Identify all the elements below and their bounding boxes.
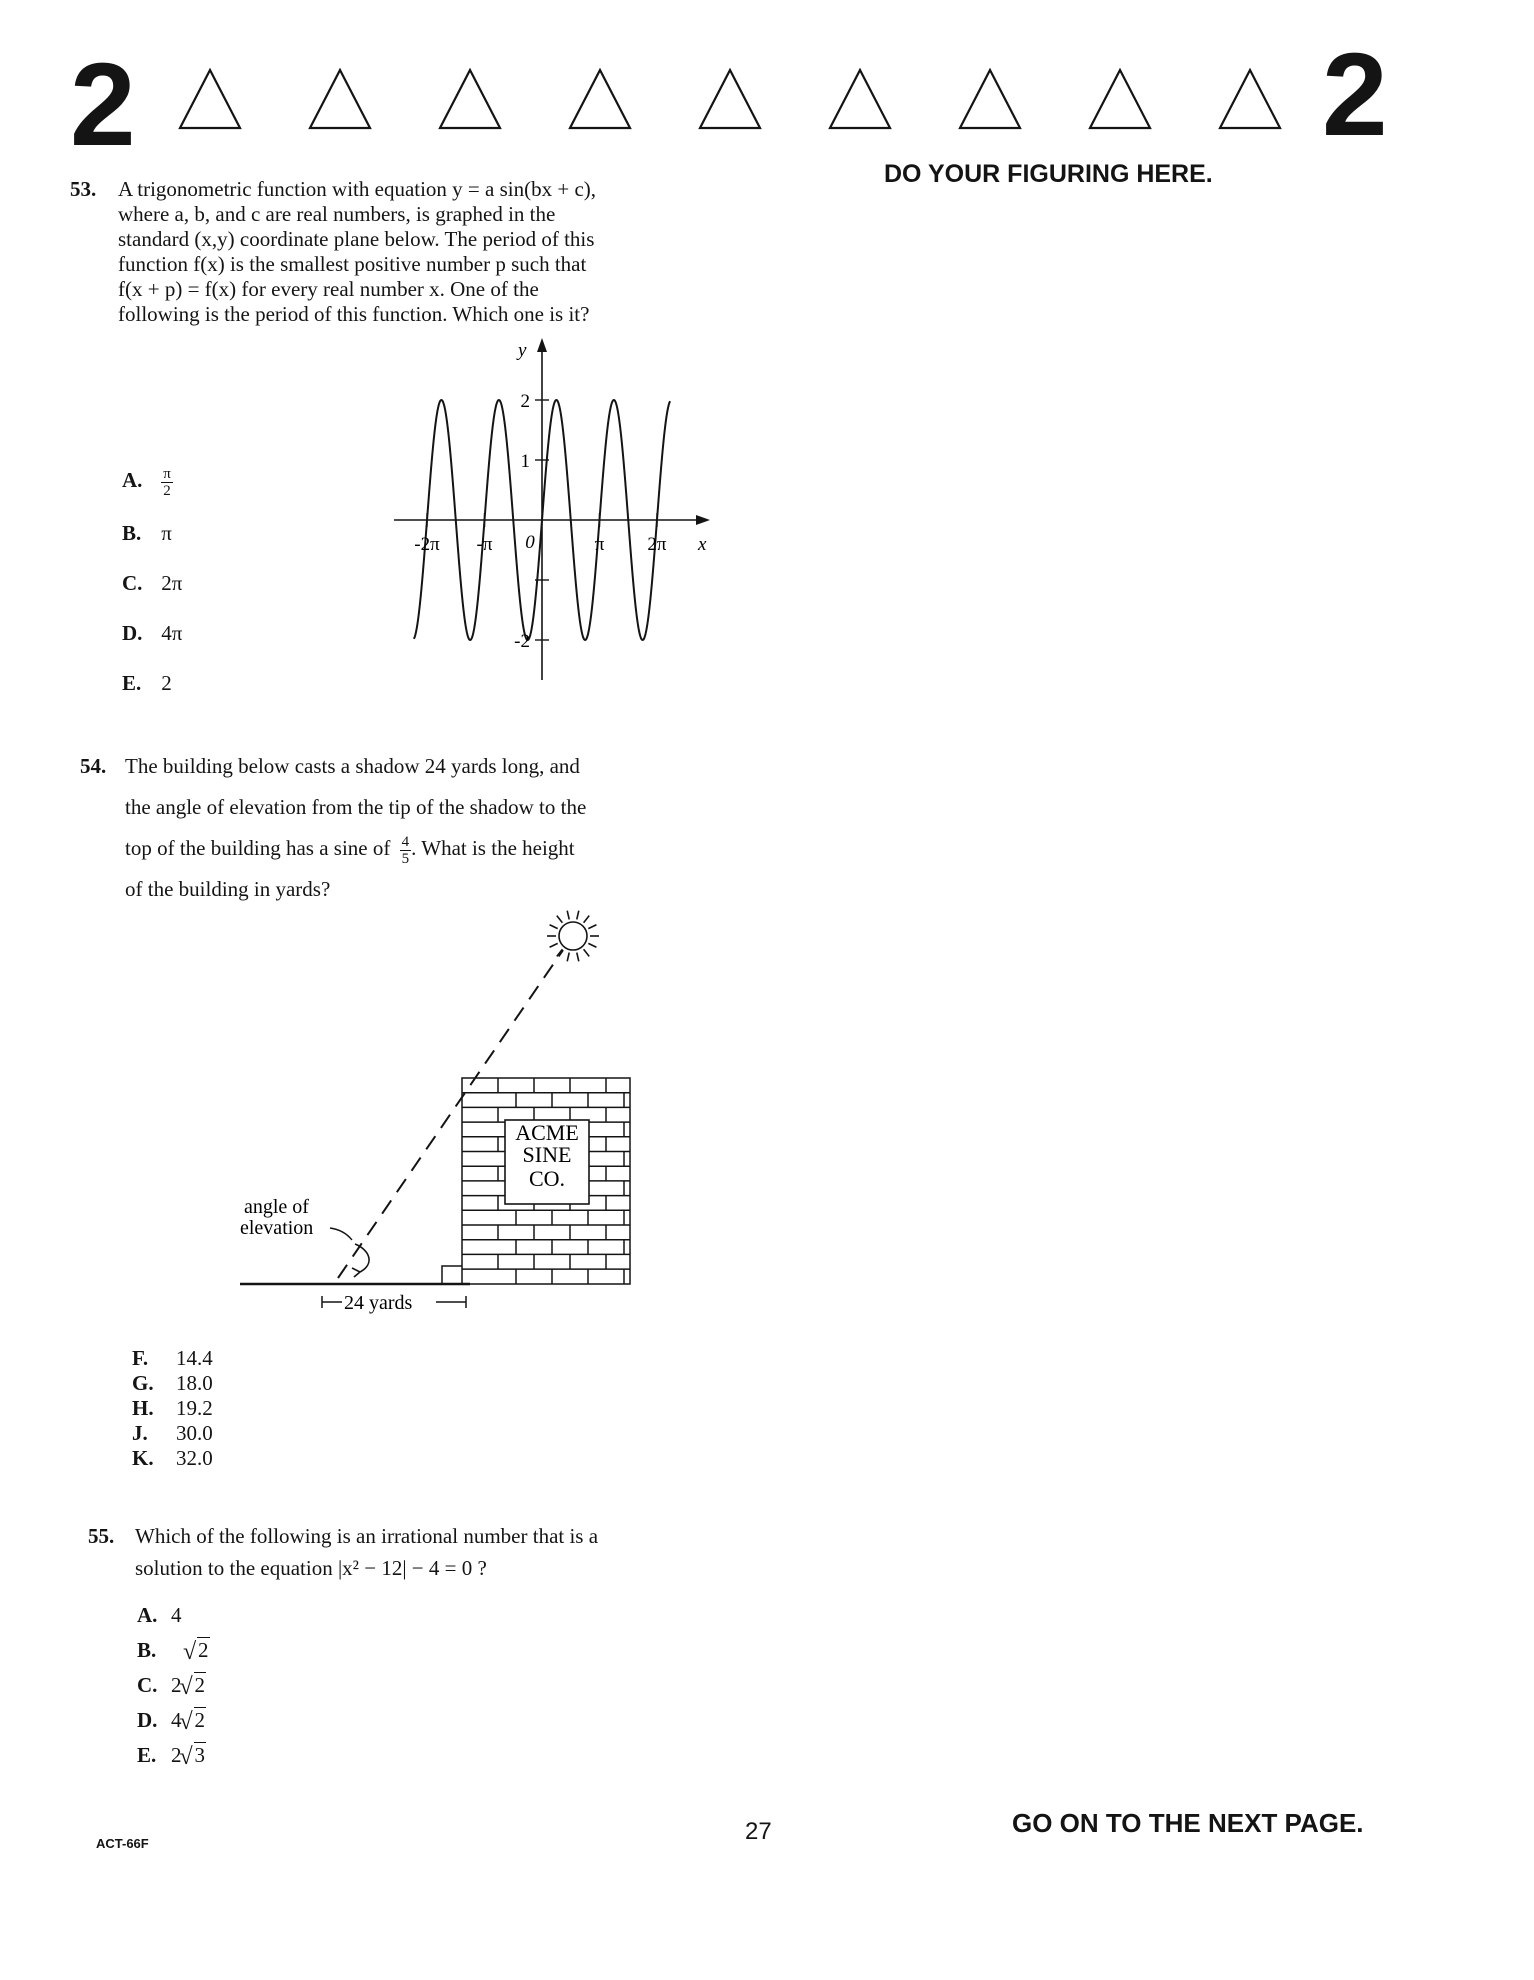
fraction-denominator: 5 xyxy=(401,850,410,867)
question-55-number xyxy=(88,1520,114,1552)
q55-choice-d[interactable] xyxy=(137,1703,210,1738)
question-55-text xyxy=(135,1520,745,1584)
sight-line xyxy=(338,950,566,1278)
q55-choice-a[interactable] xyxy=(137,1598,210,1633)
square-root xyxy=(182,1743,207,1767)
x-tick-label: -π xyxy=(476,534,493,555)
section-number-right: 2 xyxy=(1322,29,1388,161)
choice-value: 19.2 xyxy=(176,1396,213,1420)
sun-ray xyxy=(577,911,579,920)
x-axis-label: x xyxy=(698,534,707,555)
angle-arrowhead xyxy=(352,1268,360,1277)
fraction-denominator: 2 xyxy=(163,483,171,499)
choice-letter: C. xyxy=(122,571,143,595)
triangle-icon xyxy=(1218,68,1282,130)
choice-letter: D. xyxy=(122,621,143,645)
choice-letter: G. xyxy=(132,1371,154,1395)
sign-line-3: CO. xyxy=(528,1166,566,1191)
q54-choice-h[interactable] xyxy=(132,1396,213,1421)
sun-ray xyxy=(584,949,590,956)
origin-label: 0 xyxy=(525,532,535,553)
triangle-icon xyxy=(828,68,892,130)
sine-fraction xyxy=(400,834,412,867)
graph-axes xyxy=(394,338,710,680)
q54-choice-k[interactable] xyxy=(132,1446,213,1471)
angle-label-1: angle of xyxy=(244,1196,309,1218)
page-number: 27 xyxy=(745,1818,772,1845)
triangle-icon xyxy=(568,68,632,130)
shadow-length-label: 24 yards xyxy=(344,1292,413,1314)
question-54-number xyxy=(80,746,106,786)
choice-coefficient: 4 xyxy=(171,1708,182,1732)
x-axis-arrow-icon xyxy=(696,515,710,525)
sun-ray xyxy=(588,943,596,947)
triangle-icon xyxy=(958,68,1022,130)
sun-ray xyxy=(567,911,569,920)
question-53-number: 53. xyxy=(70,177,97,201)
choice-letter: B. xyxy=(122,521,142,545)
angle-label-2: elevation xyxy=(240,1217,314,1239)
y-tick-label: 2 xyxy=(520,391,530,412)
x-tick-label: -2π xyxy=(414,534,440,555)
choice-letter: K. xyxy=(132,1446,154,1470)
choice-letter: E. xyxy=(137,1743,157,1767)
question-53-text xyxy=(118,177,718,327)
sun-ray xyxy=(550,943,558,947)
question-55-line: Which of the following is an irrational number that is a xyxy=(135,1524,599,1548)
choice-letter: H. xyxy=(132,1396,154,1420)
triangle-icon xyxy=(1088,68,1152,130)
choice-letter: F. xyxy=(132,1346,149,1370)
question-54-line-pre: top of the building has a sine of xyxy=(125,836,391,860)
question-53-line: f(x + p) = f(x) for every real number x. One of the xyxy=(118,277,539,301)
choice-letter: E. xyxy=(122,671,142,695)
choice-value: π xyxy=(161,521,172,545)
sun-ray xyxy=(567,953,569,962)
question-54-number-label: 54. xyxy=(80,754,107,778)
question-54-line: the angle of elevation from the tip of the shadow to the xyxy=(125,795,587,819)
question-53-line: standard (x,y) coordinate plane below. The period of this xyxy=(118,227,595,251)
sign-line-2: SINE xyxy=(522,1142,572,1167)
question-54-line: The building below casts a shadow 24 yards long, and xyxy=(125,754,580,778)
question-54-line xyxy=(125,828,735,869)
choice-letter: J. xyxy=(132,1421,148,1445)
choice-value: 18.0 xyxy=(176,1371,213,1395)
q55-choices xyxy=(137,1598,210,1773)
sun-ray xyxy=(550,925,558,929)
square-root xyxy=(182,1708,207,1732)
sun-ray xyxy=(557,916,563,923)
choice-value: 2 xyxy=(161,671,172,695)
y-axis-label: y xyxy=(518,340,527,361)
q54-choice-g[interactable] xyxy=(132,1371,213,1396)
question-55-line: solution to the equation |x² − 12| − 4 = 0 ? xyxy=(135,1556,487,1580)
q55-choice-c[interactable] xyxy=(137,1668,210,1703)
choice-letter: A. xyxy=(137,1603,158,1627)
radicand: 2 xyxy=(194,1708,205,1732)
graph-labels xyxy=(414,340,707,652)
triangle-icon xyxy=(308,68,372,130)
next-page-label: GO ON TO THE NEXT PAGE. xyxy=(1012,1808,1364,1838)
choice-coefficient: 2 xyxy=(171,1743,182,1767)
sun-ray xyxy=(584,916,590,923)
question-53-line: following is the period of this function. Which one is it? xyxy=(118,302,590,326)
sign-line-1: ACME xyxy=(515,1120,579,1145)
sun-icon xyxy=(547,911,599,962)
radicand: 2 xyxy=(194,1673,205,1697)
question-53 xyxy=(70,177,96,202)
q54-choice-f[interactable] xyxy=(132,1346,213,1371)
choice-value: 4π xyxy=(161,621,183,645)
q53-choice-c[interactable] xyxy=(122,570,182,597)
choice-letter: C. xyxy=(137,1673,158,1697)
choice-letter: B. xyxy=(137,1638,157,1662)
q53-choice-b[interactable] xyxy=(122,520,172,547)
q53-choice-a[interactable] xyxy=(122,466,173,499)
choice-value: 30.0 xyxy=(176,1421,213,1445)
triangle-icon xyxy=(178,68,242,130)
sun-ray xyxy=(577,953,579,962)
choice-letter: D. xyxy=(137,1708,158,1732)
section-number-left: 2 xyxy=(70,39,136,171)
question-53-line: function f(x) is the smallest positive number p such that xyxy=(118,252,587,276)
question-55-number-label: 55. xyxy=(88,1524,115,1548)
angle-arc xyxy=(355,1244,369,1272)
y-axis-arrow-icon xyxy=(537,338,547,352)
sun-ray xyxy=(588,925,596,929)
q53-choice-d[interactable] xyxy=(122,620,182,647)
right-angle-mark xyxy=(442,1266,462,1284)
q54-choice-j[interactable] xyxy=(132,1421,213,1446)
square-root xyxy=(182,1673,207,1697)
q54-choices xyxy=(132,1346,213,1471)
question-53-line: where a, b, and c are real numbers, is graphed in the xyxy=(118,202,556,226)
q55-choice-b[interactable] xyxy=(137,1633,210,1668)
y-tick-label: 1 xyxy=(520,451,530,472)
radicand: 3 xyxy=(194,1743,205,1767)
choice-coefficient: 2 xyxy=(171,1673,182,1697)
choice-letter: A. xyxy=(122,468,143,493)
building-figure xyxy=(230,900,650,1330)
form-code: ACT-66F xyxy=(96,1836,149,1851)
angle-label-leader xyxy=(330,1228,352,1240)
q55-choice-e[interactable] xyxy=(137,1738,210,1773)
question-54-text xyxy=(125,746,735,910)
fraction-numerator: π xyxy=(163,466,171,482)
triangle-icon xyxy=(698,68,762,130)
x-tick-label: π xyxy=(594,534,605,555)
sine-graph xyxy=(380,330,720,690)
question-53-line: A trigonometric function with equation y = a sin(bx + c), xyxy=(118,177,597,201)
radicand: 2 xyxy=(198,1638,209,1662)
question-54-line-post: . What is the height xyxy=(411,836,575,860)
choice-value: 2π xyxy=(161,571,183,595)
choice-value: 14.4 xyxy=(176,1346,213,1370)
fraction-numerator: 4 xyxy=(401,833,410,850)
choice-coefficient: 4 xyxy=(171,1603,182,1627)
q53-choice-e[interactable] xyxy=(122,670,172,697)
x-tick-label: 2π xyxy=(647,534,667,555)
choice-value: 32.0 xyxy=(176,1446,213,1470)
square-root xyxy=(185,1638,210,1662)
triangle-icon xyxy=(438,68,502,130)
choice-fraction xyxy=(161,466,173,499)
question-54-line: of the building in yards? xyxy=(125,877,331,901)
figuring-label: DO YOUR FIGURING HERE. xyxy=(884,160,1213,188)
y-tick-label: -2 xyxy=(514,631,530,652)
